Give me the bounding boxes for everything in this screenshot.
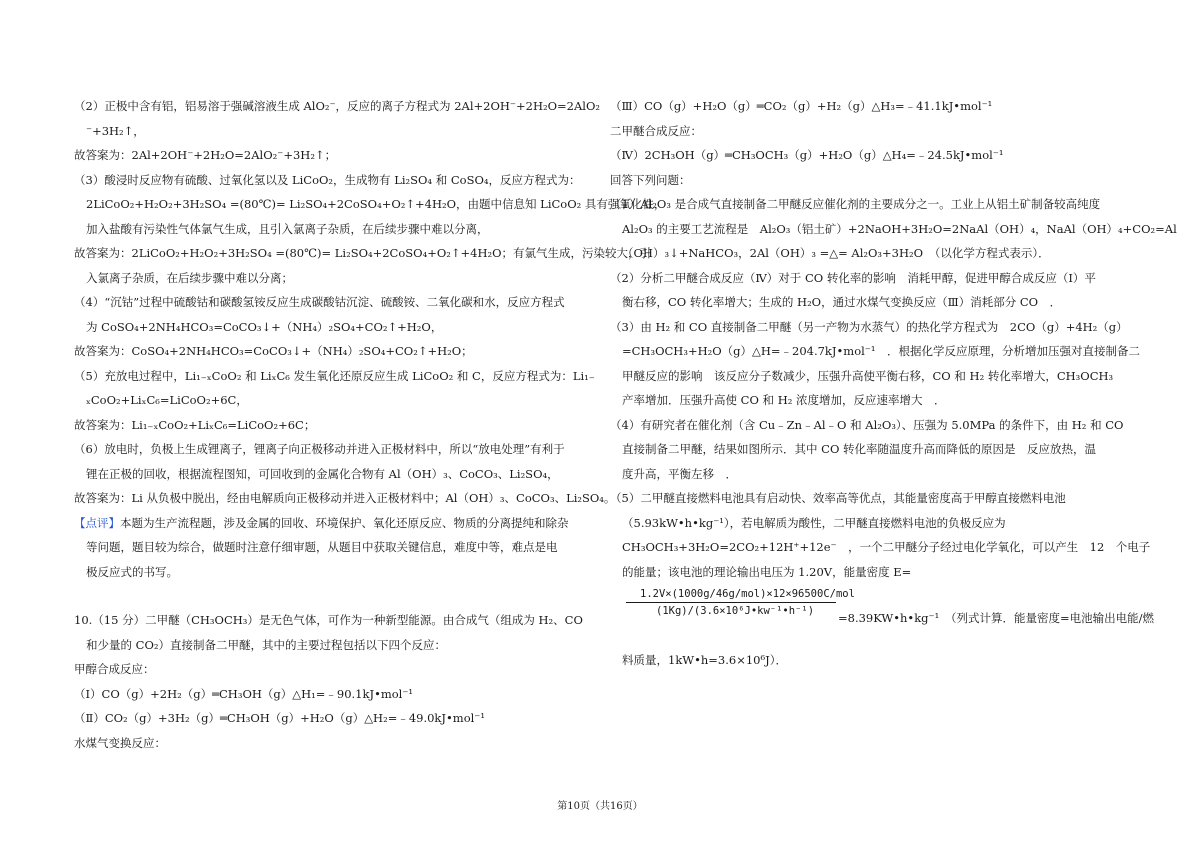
- right-last-line: 料质量，1kW•h=3.6×10⁶J）．: [622, 653, 787, 667]
- right-line-4: 回答下列问题：: [610, 172, 691, 187]
- right-line-13: 产率增加．压强升高使 CO 和 H₂ 浓度增加，反应速率增大 ．: [622, 393, 946, 407]
- left-line-17: 故答案为：Li 从负极中脱出，经由电解质向正极移动并进入正极材料中；Al（OH）₃、CoCO₃、Li₂SO₄。: [74, 491, 616, 505]
- left-line-1: （2）正极中含有铝，铝易溶于强碱溶液生成 AlO₂⁻，反应的离子方程式为 2Al+2OH⁻+2H₂O=2AlO₂: [74, 99, 600, 113]
- right-line-20: 的能量；该电池的理论输出电压为 1.20V，能量密度 E=: [622, 564, 912, 579]
- left-line-11: 故答案为：CoSO₄+2NH₄HCO₃=CoCO₃↓+（NH₄）₂SO₄+CO₂↑+H₂O；: [74, 344, 473, 358]
- q10-line-2: 和少量的 CO₂）直接制备二甲醚，其中的主要过程包括以下四个反应：: [86, 637, 446, 652]
- spacer: [74, 584, 590, 608]
- right-column: [610, 94, 1177, 673]
- right-line-2: 二甲醚合成反应：: [610, 123, 702, 138]
- left-line-9: （4）“沉钴”过程中硫酸钴和碳酸氢铵反应生成碳酸钴沉淀、硫酸铵、二氧化碳和水，反应方程式: [74, 295, 565, 309]
- left-line-12: （5）充放电过程中，Li₁₋ₓCoO₂ 和 LiₓC₆ 发生氧化还原反应生成 LiCoO₂ 和 C，反应方程式为：Li₁₋: [74, 368, 595, 383]
- q10-line-6: 水煤气变换反应：: [74, 735, 166, 750]
- left-line-4: （3）酸浸时反应物有硫酸、过氧化氢以及 LiCoO₂，生成物有 Li₂SO₄ 和 CoSO₄，反应方程式为：: [74, 172, 581, 187]
- right-line-6: Al₂O₃ 的主要工艺流程是 Al₂O₃（铝土矿）+2NaOH+3H₂O=2NaAl（OH）₄，NaAl（OH）₄+CO₂=Al: [622, 221, 1177, 236]
- comment-line-3: 极反应式的书写。: [86, 564, 178, 579]
- left-line-15: （6）放电时，负极上生成锂离子，锂离子向正极移动并进入正极材料中，所以“放电处理”有利于: [74, 442, 565, 456]
- right-line-11: =CH₃OCH₃+H₂O（g）△H=﹣204.7kJ•mol⁻¹ ．根据化学反应原理，分析增加压强对直接制备二: [622, 344, 1140, 358]
- right-line-1: （Ⅲ）CO（g）+H₂O（g）═CO₂（g）+H₂（g）△H₃=﹣41.1kJ•mol⁻¹: [610, 99, 993, 113]
- left-line-16: 锂在正极的回收，根据流程图知，可回收到的金属化合物有 Al（OH）₃、CoCO₃、Li₂SO₄，: [86, 466, 559, 481]
- formula-fraction: [626, 586, 855, 619]
- right-line-16: 度升高，平衡左移 ．: [622, 466, 737, 481]
- formula-denominator: (1Kg)/(3.6×10⁶J•kw⁻¹•h⁻¹): [656, 605, 815, 617]
- left-line-7: 故答案为：2LiCoO₂+H₂O₂+3H₂SO₄ =(80℃)= Li₂SO₄+2CoSO₄+O₂↑+4H₂O；有氯气生成，污染较大，引: [74, 246, 652, 260]
- left-line-13: ₓCoO₂+LiₓC₆=LiCoO₂+6C，: [86, 393, 248, 407]
- right-line-19: CH₃OCH₃+3H₂O=2CO₂+12H⁺+12e⁻ ，一个二甲醚分子经过电化学氧化，可以产生 12 个电子: [622, 540, 1151, 554]
- left-line-14: 故答案为：Li₁₋ₓCoO₂+LiₓC₆=LiCoO₂+6C；: [74, 417, 316, 432]
- formula-result: =8.39KW•h•kg⁻¹ （列式计算．能量密度=电池输出电能/燃: [838, 611, 1154, 625]
- left-line-2: ⁻+3H₂↑，: [86, 123, 145, 138]
- right-line-3: （Ⅳ）2CH₃OH（g）═CH₃OCH₃（g）+H₂O（g）△H₄=﹣24.5kJ•mol⁻¹: [610, 148, 1004, 162]
- right-line-7: （OH）₃↓+NaHCO₃，2Al（OH）₃ =△= Al₂O₃+3H₂O （以化学方程式表示）．: [622, 246, 1050, 260]
- right-line-17: （5）二甲醚直接燃料电池具有启动快、效率高等优点，其能量密度高于甲醇直接燃料电池: [610, 491, 1066, 505]
- q10-line-1: 10.（15 分）二甲醚（CH₃OCH₃）是无色气体，可作为一种新型能源。由合成气（组成为 H₂、CO: [74, 613, 583, 627]
- left-line-3: 故答案为：2Al+2OH⁻+2H₂O=2AlO₂⁻+3H₂↑；: [74, 148, 337, 162]
- comment-tag: 【点评】: [74, 515, 120, 530]
- page-footer: 第10页（共16页）: [557, 801, 643, 812]
- comment-line-2: 等问题，题目较为综合，做题时注意仔细审题，从题目中获取关键信息，难度中等，难点是电: [86, 540, 558, 554]
- comment-text-1: 本题为生产流程题，涉及金属的回收、环境保护、氧化还原反应、物质的分离提纯和除杂: [120, 515, 569, 530]
- left-line-8: 入氯离子杂质，在后续步骤中难以分离；: [86, 270, 293, 285]
- right-line-10: （3）由 H₂ 和 CO 直接制备二甲醚（另一产物为水蒸气）的热化学方程式为 2CO（g）+4H₂（g）: [610, 319, 1128, 334]
- right-line-9: 衡右移，CO 转化率增大；生成的 H₂O，通过水煤气变换反应（Ⅲ）消耗部分 CO ．: [622, 295, 1062, 309]
- right-line-14: （4）有研究者在催化剂（含 Cu﹣Zn﹣Al﹣O 和 Al₂O₃）、压强为 5.0MPa 的条件下，由 H₂ 和 CO: [610, 417, 1124, 432]
- right-line-12: 甲醚反应的影响 该反应分子数减少，压强升高使平衡右移，CO 和 H₂ 转化率增大，CH₃OCH₃: [622, 368, 1114, 383]
- right-line-5: （1）Al₂O₃ 是合成气直接制备二甲醚反应催化剂的主要成分之一。工业上从铝土矿制备较高纯度: [610, 197, 1101, 211]
- left-line-5: 2LiCoO₂+H₂O₂+3H₂SO₄ =(80℃)= Li₂SO₄+2CoSO₄+O₂↑+4H₂O，由题中信息知 LiCoO₂ 具有强氧化性，: [86, 197, 666, 211]
- right-line-15: 直接制备二甲醚，结果如图所示．其中 CO 转化率随温度升高而降低的原因是 反应放热，温: [622, 442, 1097, 456]
- formula-numerator: 1.2V×(1000g/46g/mol)×12×96500C/mol: [626, 586, 836, 603]
- comment-line-1: [74, 511, 590, 536]
- right-line-18: （5.93kW•h•kg⁻¹），若电解质为酸性，二甲醚直接燃料电池的负极反应为: [622, 515, 1006, 530]
- left-line-10: 为 CoSO₄+2NH₄HCO₃=CoCO₃↓+（NH₄）₂SO₄+CO₂↑+H₂O，: [86, 319, 443, 334]
- energy-density-formula: [610, 584, 1154, 648]
- left-line-6: 加入盐酸有污染性气体氯气生成，且引入氯离子杂质，在后续步骤中难以分离，: [86, 221, 489, 236]
- q10-line-5: （Ⅱ）CO₂（g）+3H₂（g）═CH₃OH（g）+H₂O（g）△H₂=﹣49.0kJ•mol⁻¹: [74, 711, 485, 725]
- q10-line-3: 甲醇合成反应：: [74, 662, 155, 676]
- right-line-8: （2）分析二甲醚合成反应（Ⅳ）对于 CO 转化率的影响 消耗甲醇，促进甲醇合成反应（Ⅰ）平: [610, 270, 1096, 285]
- q10-line-4: （Ⅰ）CO（g）+2H₂（g）═CH₃OH（g）△H₁=﹣90.1kJ•mol⁻¹: [74, 686, 414, 701]
